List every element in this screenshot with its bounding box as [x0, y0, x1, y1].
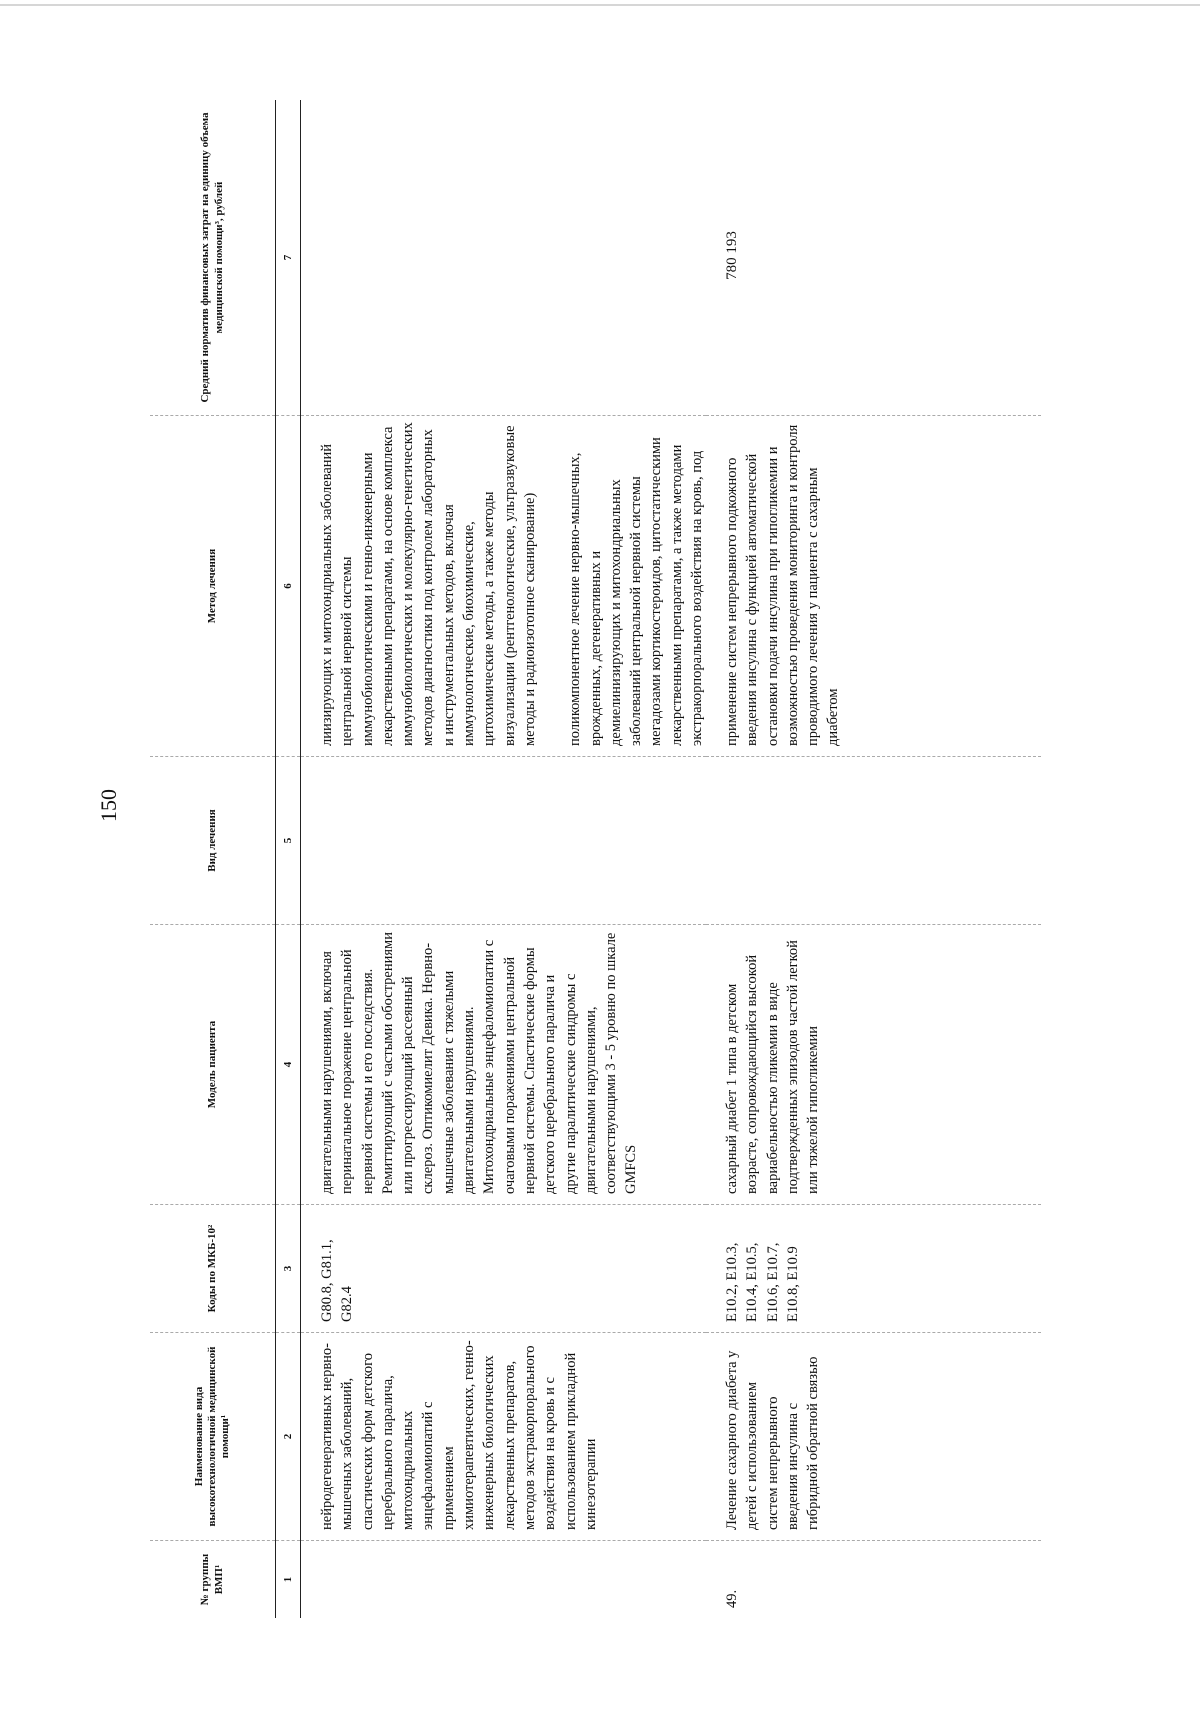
- column-number: 6: [276, 416, 300, 757]
- column-number: 5: [276, 757, 300, 925]
- cell-patient-model: сахарный диабет 1 типа в детском возрасте, сопровождающийся высокой вариабельностью гликемии в виде подтвержденных эпизодов частой легкой или тяжелой гипогликемии: [706, 925, 1041, 1205]
- cell-cost: 780 193: [706, 100, 1041, 416]
- cell-cost: [301, 100, 706, 416]
- cell-care-name: нейродегенеративных нервно-мышечных заболеваний, спастических форм детского церебрального паралича, митохондриальных энцефаломиопатий с применением химиотерапевтических, генно-инженерных биологических лекарственных препаратов, методов экстракорпорального воздействия на кровь и с использованием прикладной кинезотерапии: [301, 1333, 706, 1541]
- column-number: 4: [276, 925, 300, 1205]
- header-group-number: № группы ВМП¹: [199, 1553, 225, 1606]
- cell-treatment-method: [301, 416, 706, 757]
- header-treatment-method: Метод лечения: [150, 416, 275, 757]
- table-row: [706, 100, 1041, 1618]
- rotated-table: [150, 100, 1065, 1618]
- header-patient-model: Модель пациента: [150, 925, 275, 1205]
- cell-codes: E10.2, E10.3, E10.4, E10.5, E10.6, E10.7, E10.8, E10.9: [706, 1205, 1041, 1333]
- method-paragraph: лиизирующих и митохондриальных заболеваний центральной нервной системы иммунобиологическими и генно-инженерными лекарственными препаратами, на основе комплекса иммунобиологических и молекулярно-генетических методов диагностики под контролем лабораторных и инструментальных методов, включая иммунологические, биохимические, цитохимические методы, а также методы визуализации (рентгенологические, ультразвуковые методы и радиоизотопное сканирование): [319, 422, 538, 746]
- cell-treatment-method: [706, 416, 1041, 757]
- method-paragraph: поликомпонентное лечение нервно-мышечных, врожденных, дегенеративных и демиелинизирующих и митохондриальных заболеваний центральной нервной системы мегадозами кортикостероидов, цитостатическими лекарственными препаратами, а также методами экстракорпорального воздействия на кровь, под: [567, 437, 706, 746]
- cell-treatment-type: [706, 757, 1041, 925]
- header-cost-norm: Средний норматив финансовых затрат на единицу объема медицинской помощи³, рублей: [150, 100, 275, 416]
- cell-care-name: Лечение сахарного диабета у детей с использованием систем непрерывного введения инсулина с гибридной обратной связью: [706, 1333, 1041, 1541]
- cell-treatment-type: [301, 757, 706, 925]
- column-number: 3: [276, 1205, 300, 1333]
- column-number: 7: [276, 100, 300, 416]
- column-number: 2: [276, 1333, 300, 1541]
- table-header: [150, 100, 275, 1618]
- column-number-row: [275, 100, 301, 1618]
- table-row: [301, 100, 706, 1618]
- method-paragraph: применение систем непрерывного подкожного введения инсулина с функцией автоматической остановки подачи инсулина при гипогликемии и возможностью проведения мониторинга и контроля проводимого лечения у пациента с сахарным диабетом: [724, 424, 842, 746]
- scan-edge-line: [0, 4, 1200, 6]
- header-icd-codes: Коды по МКБ-10²: [150, 1205, 275, 1333]
- header-care-type-name: Наименование вида высокотехнологичной медицинской помощи¹: [150, 1333, 275, 1541]
- page-number: 150: [96, 789, 121, 822]
- cell-group: [301, 1541, 706, 1618]
- column-number: 1: [282, 1576, 294, 1583]
- cell-patient-model: двигательными нарушениями, включая перинатальное поражение центральной нервной системы и его последствия. Ремиттирующий с частыми обострениями или прогрессирующий рассеянный склероз. Оптикомиелит Девика. Нервно-мышечные заболевания с тяжелыми двигательными нарушениями. Митохондриальные энцефаломиопатии с очаговыми поражениями центральной нервной системы. Спастические формы детского церебрального паралича и другие паралитические синдромы с двигательными нарушениями, соответствующими 3 - 5 уровню по шкале GMFCS: [301, 925, 706, 1205]
- cell-codes: G80.8, G81.1, G82.4: [301, 1205, 706, 1333]
- header-treatment-type: Вид лечения: [150, 757, 275, 925]
- cell-group: 49.: [724, 1589, 740, 1608]
